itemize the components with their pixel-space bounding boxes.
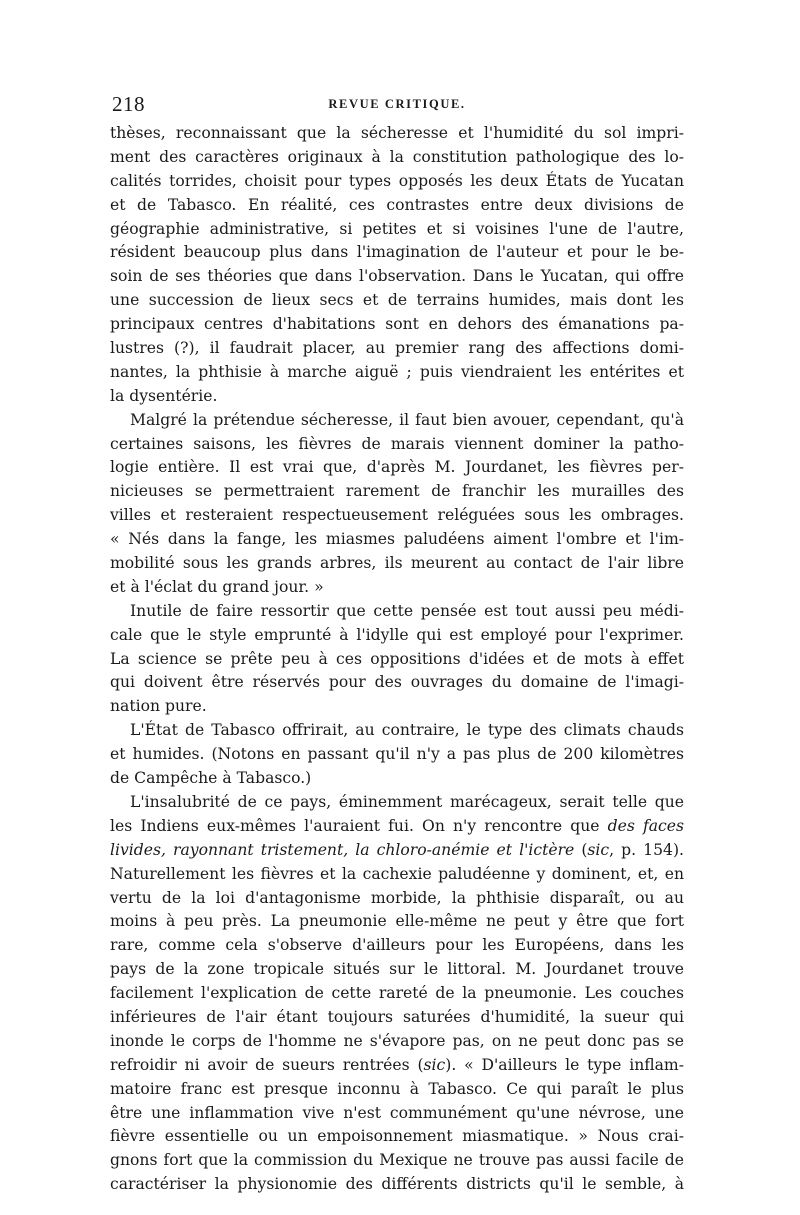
text-line-content: facilement l'explication de cette rareté de la pneumonie. Les couches: [110, 984, 684, 1003]
text-line-content: L'État de Tabasco offrirait, au contraire, le type des climats chauds: [130, 721, 684, 740]
text-line: [110, 887, 684, 911]
text-line-content: mobilité sous les grands arbres, ils meurent au contact de l'air libre: [110, 554, 684, 573]
running-head: [110, 92, 684, 120]
text-line-prefix: (: [417, 1055, 424, 1074]
text-line-content: vertu de la loi d'antagonisme morbide, la phthisie disparaît, ou au: [110, 888, 684, 907]
text-line-content: refroidir ni avoir de sueurs rentrées: [110, 1055, 418, 1074]
text-line-content: inférieures de l'air étant toujours saturées d'humidité, la sueur qui: [110, 1007, 684, 1026]
document-page: [110, 92, 684, 1197]
text-line: [110, 743, 684, 767]
text-line-content: de Campêche à Tabasco.): [110, 769, 312, 788]
text-line: [110, 218, 684, 242]
text-line-content: nantes, la phthisie à marche aiguë ; puis viendraient les entérites et: [110, 362, 684, 381]
text-line-content: la dysentérie.: [110, 386, 218, 405]
text-line: [110, 146, 684, 170]
text-line: [110, 241, 684, 265]
text-line-content: principaux centres d'habitations sont en dehors des émanations pa-: [110, 315, 684, 334]
text-line: [110, 815, 684, 839]
text-line: [110, 600, 684, 624]
text-line: [110, 839, 684, 863]
italic-text: livides, rayonnant tristement, la chloro-anémie et l'ictère: [110, 840, 575, 859]
text-line-content: ment des caractères originaux à la constitution pathologique des lo-: [110, 147, 684, 166]
text-line-content: La science se prête peu à ces oppositions d'idées et de mots à effet: [110, 649, 684, 668]
text-line: [110, 1125, 684, 1149]
text-line-content: et humides. (Notons en passant qu'il n'y a pas plus de 200 kilomètres: [110, 745, 684, 764]
page-number: 218: [112, 92, 145, 116]
text-line-suffix: (: [574, 840, 588, 859]
text-line-content: caractériser la physionomie des différents districts qu'il le semble, à: [110, 1175, 684, 1194]
text-line-content: rare, comme cela s'observe d'ailleurs pour les Européens, dans les: [110, 936, 684, 955]
text-line: [110, 385, 684, 409]
italic-text: sic: [587, 840, 610, 859]
text-line: [110, 1102, 684, 1126]
text-line: [110, 767, 684, 791]
text-line: [110, 982, 684, 1006]
text-line: [110, 194, 684, 218]
text-line: [110, 791, 684, 815]
text-line: [110, 313, 684, 337]
text-line: [110, 648, 684, 672]
text-line-content: nation pure.: [110, 697, 207, 716]
text-line-content: lustres (?), il faudrait placer, au premier rang des affections domi-: [110, 339, 684, 358]
text-line-content: thèses, reconnaissant que la sécheresse et l'humidité du sol impri-: [110, 124, 684, 142]
text-line-content: certaines saisons, les fièvres de marais viennent dominer la patho-: [110, 434, 684, 453]
text-line: [110, 576, 684, 600]
text-line-content: moins à peu près. La pneumonie elle-même ne peut y être que fort: [110, 912, 684, 931]
text-line-content: fièvre essentielle ou un empoisonnement miasmatique. » Nous crai-: [110, 1127, 684, 1146]
text-line-content: logie entière. Il est vrai que, d'après M. Jourdanet, les fièvres per-: [110, 458, 684, 477]
text-line: [110, 1149, 684, 1173]
text-line-content: matoire franc est presque inconnu à Tabasco. Ce qui paraît le plus: [110, 1079, 684, 1098]
text-line-content: les Indiens eux-mêmes l'auraient fui. On n'y rencontre que: [110, 816, 608, 835]
text-line: [110, 719, 684, 743]
text-line-content: qui doivent être réservés pour des ouvrages du domaine de l'imagi-: [110, 673, 684, 692]
text-line-content: inonde le corps de l'homme ne s'évapore pas, on ne peut donc pas se: [110, 1031, 684, 1050]
italic-text: sic: [423, 1055, 446, 1074]
text-line: [110, 1173, 684, 1197]
text-line: [110, 528, 684, 552]
text-line-suffix: , p. 154).: [609, 840, 684, 859]
text-line-content: géographie administrative, si petites et si voisines l'une de l'autre,: [110, 219, 684, 238]
text-line: [110, 265, 684, 289]
text-line: [110, 958, 684, 982]
text-line: [110, 695, 684, 719]
text-line-content: résident beaucoup plus dans l'imagination de l'auteur et pour le be-: [110, 243, 684, 262]
text-line: [110, 456, 684, 480]
text-line-content: nicieuses se permettraient rarement de franchir les murailles des: [110, 482, 684, 501]
text-line-content: L'insalubrité de ce pays, éminemment marécageux, serait telle que: [130, 792, 684, 811]
text-line-content: et de Tabasco. En réalité, ces contrastes entre deux divisions de: [110, 195, 684, 214]
text-line-content: Malgré la prétendue sécheresse, il faut bien avouer, cependant, qu'à: [130, 410, 684, 429]
text-line: [110, 289, 684, 313]
text-line: [110, 863, 684, 887]
italic-text: des faces: [607, 816, 684, 835]
text-line-content: calités torrides, choisit pour types opposés les deux États de Yucatan: [110, 171, 684, 190]
text-line: [110, 552, 684, 576]
text-line-content: Inutile de faire ressortir que cette pensée est tout aussi peu médi-: [130, 601, 684, 620]
text-line-suffix: ). « D'ailleurs le type inflam-: [445, 1055, 684, 1074]
text-line: [110, 409, 684, 433]
text-line-content: pays de la zone tropicale situés sur le littoral. M. Jourdanet trouve: [110, 960, 684, 979]
text-line: [110, 170, 684, 194]
text-line-content: et à l'éclat du grand jour. »: [110, 577, 324, 596]
text-line: [110, 934, 684, 958]
text-line: [110, 1006, 684, 1030]
text-line-content: « Nés dans la fange, les miasmes paludéens aiment l'ombre et l'im-: [110, 530, 684, 549]
text-line: [110, 1054, 684, 1078]
text-line-content: être une inflammation vive n'est communément qu'une névrose, une: [110, 1103, 684, 1122]
text-line: [110, 910, 684, 934]
text-line: [110, 361, 684, 385]
text-line: [110, 433, 684, 457]
body-text: [110, 122, 684, 1197]
text-line-content: Naturellement les fièvres et la cachexie paludéenne y dominent, et, en: [110, 864, 684, 883]
text-line-content: une succession de lieux secs et de terrains humides, mais dont les: [110, 291, 684, 310]
text-line: [110, 1030, 684, 1054]
text-line: [110, 480, 684, 504]
text-line: [110, 1078, 684, 1102]
text-line: [110, 337, 684, 361]
text-line: [110, 671, 684, 695]
text-line-content: cale que le style emprunté à l'idylle qui est employé pour l'exprimer.: [110, 625, 684, 644]
text-line-content: villes et resteraient respectueusement reléguées sous les ombrages.: [110, 506, 684, 525]
text-line: [110, 122, 684, 146]
text-line: [110, 504, 684, 528]
text-line: [110, 624, 684, 648]
running-head-title: REVUE CRITIQUE.: [328, 97, 466, 111]
text-line-content: soin de ses théories que dans l'observation. Dans le Yucatan, qui offre: [110, 267, 684, 286]
text-line-content: gnons fort que la commission du Mexique ne trouve pas aussi facile de: [110, 1151, 684, 1170]
